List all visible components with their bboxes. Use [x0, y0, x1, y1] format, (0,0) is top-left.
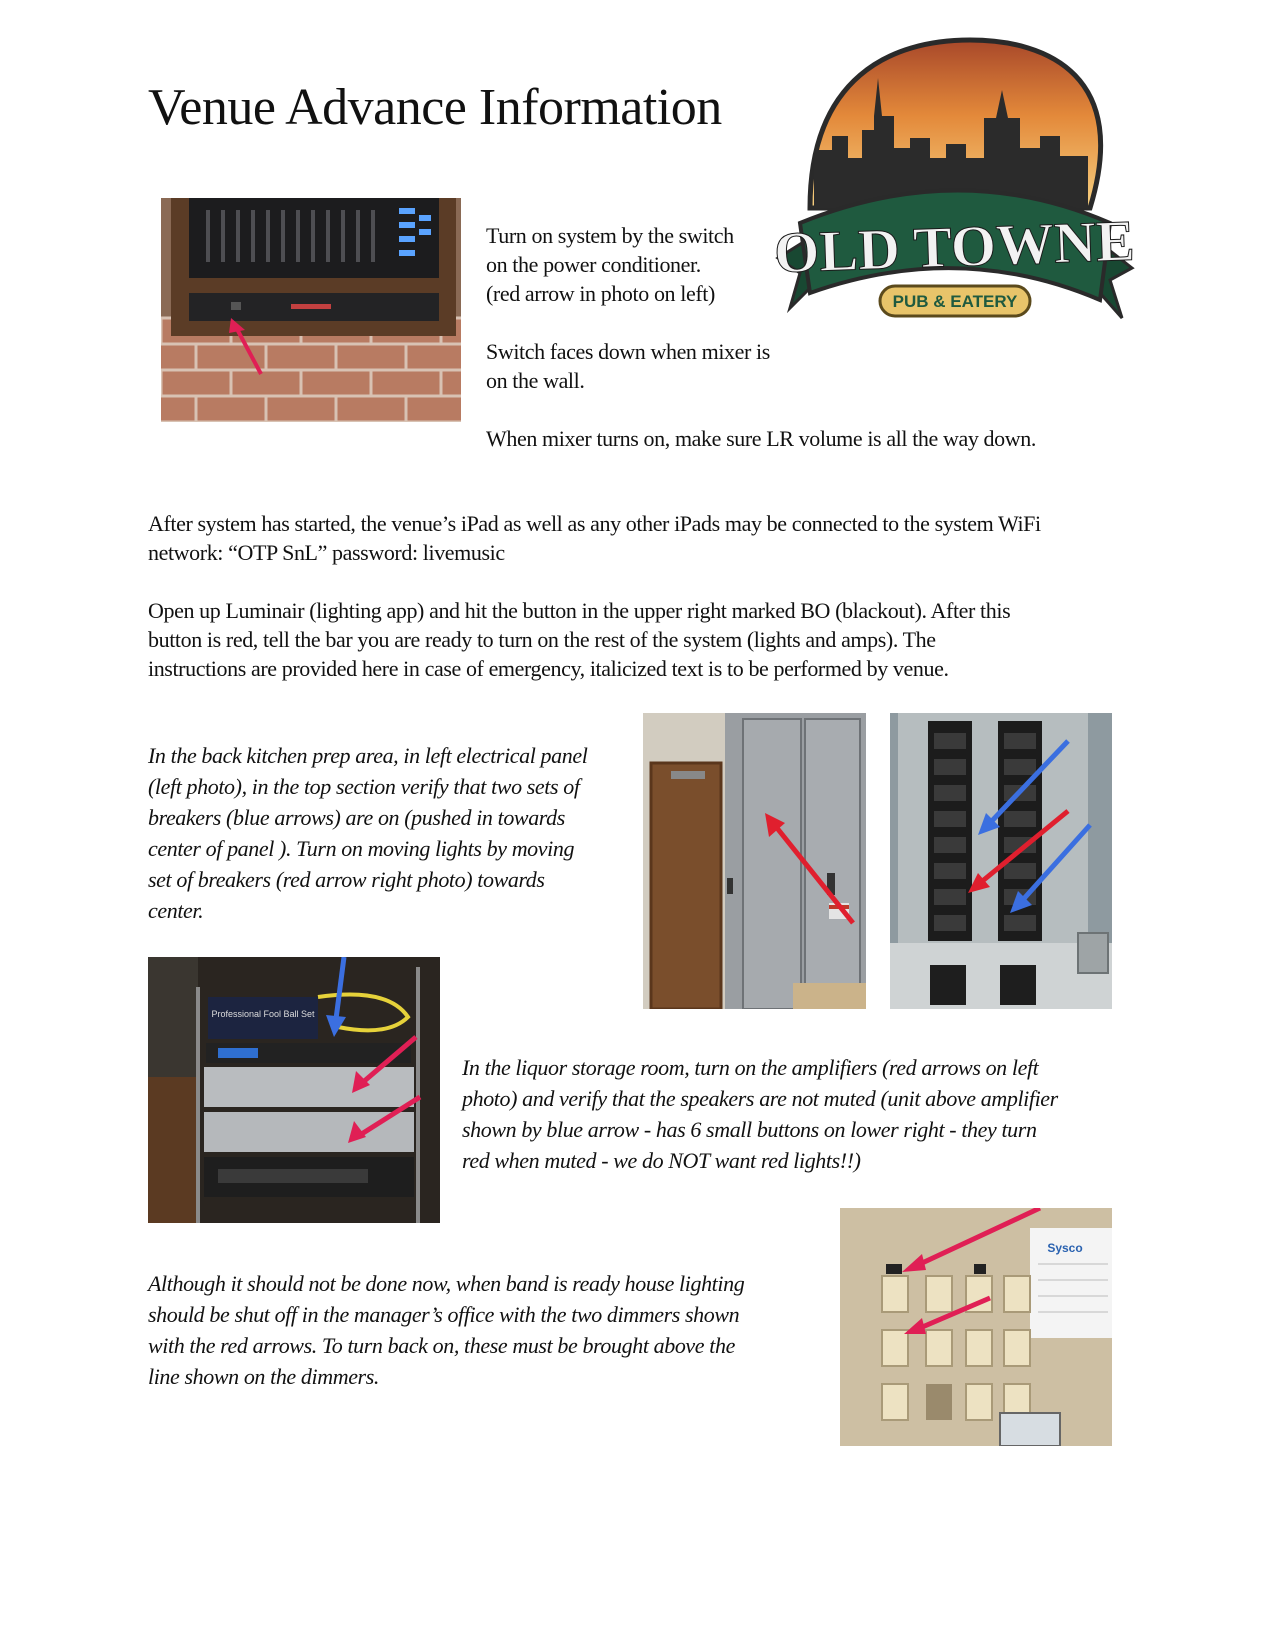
text-line: photo) and verify that the speakers are not muted (unit above amplifier: [462, 1086, 1058, 1111]
rack-unit-label: Professional Fool Ball Set: [211, 1009, 315, 1019]
logo-tagline: PUB & EATERY: [892, 292, 1018, 311]
amplifier-rack-photo: [148, 957, 440, 1223]
electrical-panel-door-photo: [643, 713, 866, 1009]
logo-name: OLD TOWNE: [773, 207, 1136, 286]
dimmer-switches-photo: [840, 1208, 1112, 1446]
text-line: After system has started, the venue’s iPad as well as any other iPads may be connected to the system WiFi: [148, 511, 1041, 536]
text-line: center of panel ). Turn on moving lights by moving: [148, 836, 575, 861]
text-line: (left photo), in the top section verify that two sets of: [148, 774, 580, 799]
mixer-power-conditioner-photo: [161, 198, 461, 422]
calendar-brand: Sysco: [1047, 1241, 1083, 1255]
text-line: red when muted - we do NOT want red lights!!): [462, 1148, 861, 1173]
luminair-instructions: [148, 596, 1010, 683]
text-line: should be shut off in the manager’s office with the two dimmers shown: [148, 1302, 740, 1327]
amplifier-instructions: [462, 1052, 1058, 1176]
text-line: When mixer turns on, make sure LR volume is all the way down.: [486, 426, 1036, 451]
text-line: network: “OTP SnL” password: livemusic: [148, 540, 505, 565]
power-instructions: [486, 221, 1036, 453]
text-line: on the wall.: [486, 368, 585, 393]
text-line: line shown on the dimmers.: [148, 1364, 379, 1389]
text-line: Open up Luminair (lighting app) and hit the button in the upper right marked BO (blackout). After this: [148, 598, 1011, 623]
text-line: shown by blue arrow - has 6 small buttons on lower right - they turn: [462, 1117, 1037, 1142]
text-line: on the power conditioner.: [486, 252, 701, 277]
text-line: Although it should not be done now, when band is ready house lighting: [148, 1271, 745, 1296]
breakers-instructions: [148, 740, 587, 926]
wifi-instructions: [148, 509, 1041, 567]
text-line: Turn on system by the switch: [486, 223, 734, 248]
dimmer-instructions: [148, 1268, 744, 1392]
page-title: Venue Advance Information: [148, 79, 722, 136]
text-line: set of breakers (red arrow right photo) towards: [148, 867, 545, 892]
text-line: (red arrow in photo on left): [486, 281, 715, 306]
text-line: center.: [148, 898, 204, 923]
text-line: In the back kitchen prep area, in left electrical panel: [148, 743, 588, 768]
text-line: with the red arrows. To turn back on, these must be brought above the: [148, 1333, 735, 1358]
breaker-panel-photo: [890, 713, 1112, 1009]
text-line: button is red, tell the bar you are ready to turn on the rest of the system (lights and amps). The: [148, 627, 936, 652]
text-line: Switch faces down when mixer is: [486, 339, 770, 364]
text-line: breakers (blue arrows) are on (pushed in towards: [148, 805, 565, 830]
text-line: In the liquor storage room, turn on the amplifiers (red arrows on left: [462, 1055, 1039, 1080]
text-line: instructions are provided here in case of emergency, italicized text is to be performed by venue.: [148, 656, 949, 681]
